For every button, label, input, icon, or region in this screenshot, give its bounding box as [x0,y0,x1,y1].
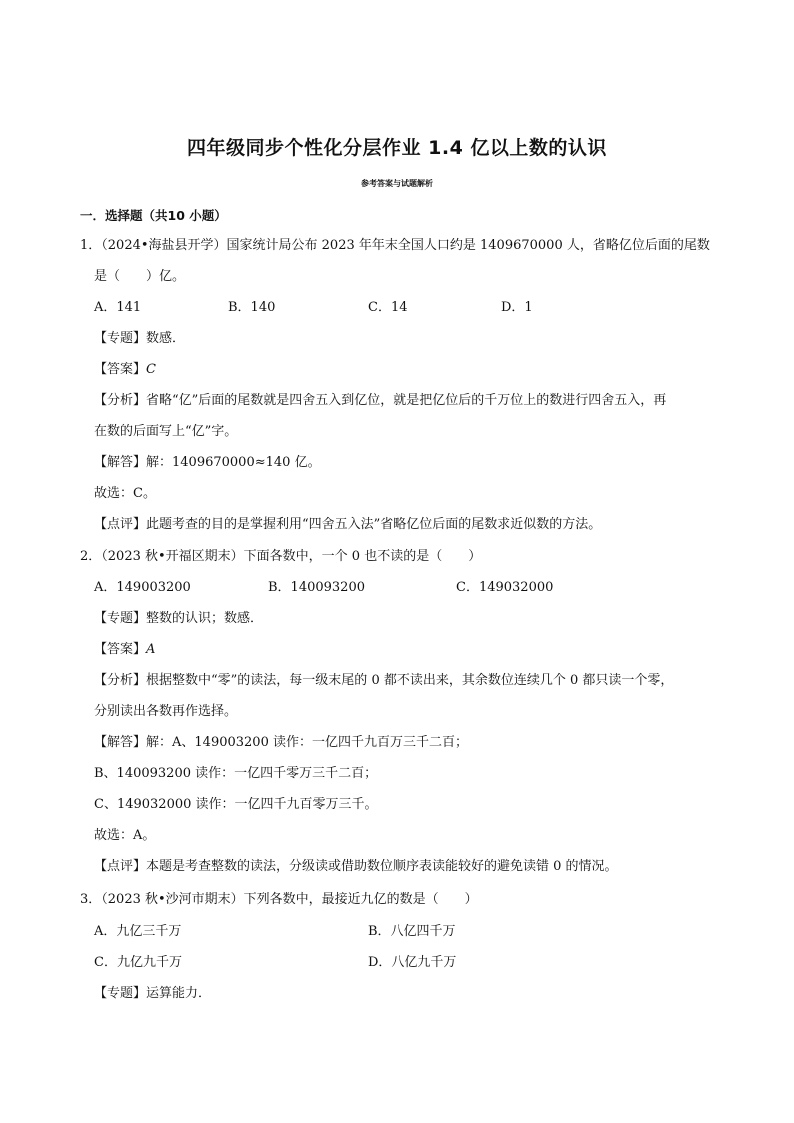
q1-stem-line2: 是（ ）亿。 [94,269,186,284]
q2-stem: 2．（2023 秋•开福区期末）下面各数中，一个 0 也不读的是（ ） [80,549,482,564]
section-heading: 一．选择题（共10 小题） [80,208,227,223]
q3-topic [94,986,211,1002]
q2-topic [94,611,263,627]
q2-solution-line3: C、149032000 读作：一亿四千九百零万三千。 [94,797,378,812]
analysis-tag: 【分析】 [94,393,147,408]
q3-option-b: B．八亿四千万 [368,924,456,939]
answer-tag: 【答案】 [94,362,147,377]
page-subtitle: 参考答案与试题解析 [361,179,433,188]
q1-topic-text: 数感． [146,331,186,346]
solution-tag: 【解答】 [94,455,147,470]
q2-analysis-line1 [94,673,673,689]
q2-option-a: A．149003200 [94,580,191,595]
q2-comment [94,859,618,875]
answer-tag: 【答案】 [94,642,147,657]
q2-choice: 故选：A。 [94,828,156,843]
q1-option-d: D．1 [501,300,533,315]
page-title: 四年级同步个性化分层作业 1.4 亿以上数的认识 [187,137,607,159]
q3-option-c: C．九亿九千万 [94,955,182,970]
q2-answer-text: A [146,642,156,657]
q2-topic-text: 整数的认识；数感． [146,611,264,626]
q1-solution [94,455,321,471]
q2-solution-text: 解：A、149003200 读作：一亿四千九百万三千二百； [146,735,468,750]
q1-answer [94,362,156,378]
q2-analysis-text: 根据整数中“零”的读法，每一级末尾的 0 都不读出来，其余数位连续几个 0 都只读一个零， [146,673,674,688]
q2-comment-text: 本题是考查整数的读法，分级读或借助数位顺序表读能较好的避免读错 0 的情况。 [146,859,618,874]
q1-option-c: C．14 [368,300,408,315]
solution-tag: 【解答】 [94,735,147,750]
q1-stem-line1: 1．（2024•海盐县开学）国家统计局公布 2023 年年末全国人口约是 1409670000 人，省略亿位后面的尾数 [80,238,710,253]
q1-option-a: A．141 [94,300,142,315]
q3-option-a: A．九亿三千万 [94,924,182,939]
q1-choice: 故选：C。 [94,486,156,501]
topic-tag: 【专题】 [94,986,147,1001]
q2-solution-line1 [94,735,468,751]
q1-solution-text: 解：1409670000≈140 亿。 [146,455,321,470]
q1-analysis-text: 省略“亿”后面的尾数就是四舍五入到亿位，就是把亿位后的千万位上的数进行四舍五入，再 [146,393,667,408]
q1-comment [94,517,601,533]
q2-option-b: B．140093200 [268,580,365,595]
q3-topic-text: 运算能力． [146,986,212,1001]
q1-analysis-line1 [94,393,666,409]
q2-analysis-line2: 分别读出各数再作选择。 [94,704,238,719]
comment-tag: 【点评】 [94,517,147,532]
q2-option-c: C．149032000 [456,580,554,595]
q1-option-b: B．140 [228,300,276,315]
q1-topic [94,331,185,347]
q1-comment-text: 此题考查的目的是掌握利用“四舍五入法”省略亿位后面的尾数求近似数的方法。 [146,517,602,532]
q3-option-d: D．八亿九千万 [368,955,457,970]
q3-stem: 3．（2023 秋•沙河市期末）下列各数中，最接近九亿的数是（ ） [80,892,478,907]
q1-answer-text: C [146,362,156,377]
q2-solution-line2: B、140093200 读作：一亿四千零万三千二百； [94,766,378,781]
q2-answer [94,642,155,658]
analysis-tag: 【分析】 [94,673,147,688]
topic-tag: 【专题】 [94,611,147,626]
topic-tag: 【专题】 [94,331,147,346]
q1-analysis-line2: 在数的后面写上“亿”字。 [94,424,238,439]
comment-tag: 【点评】 [94,859,147,874]
